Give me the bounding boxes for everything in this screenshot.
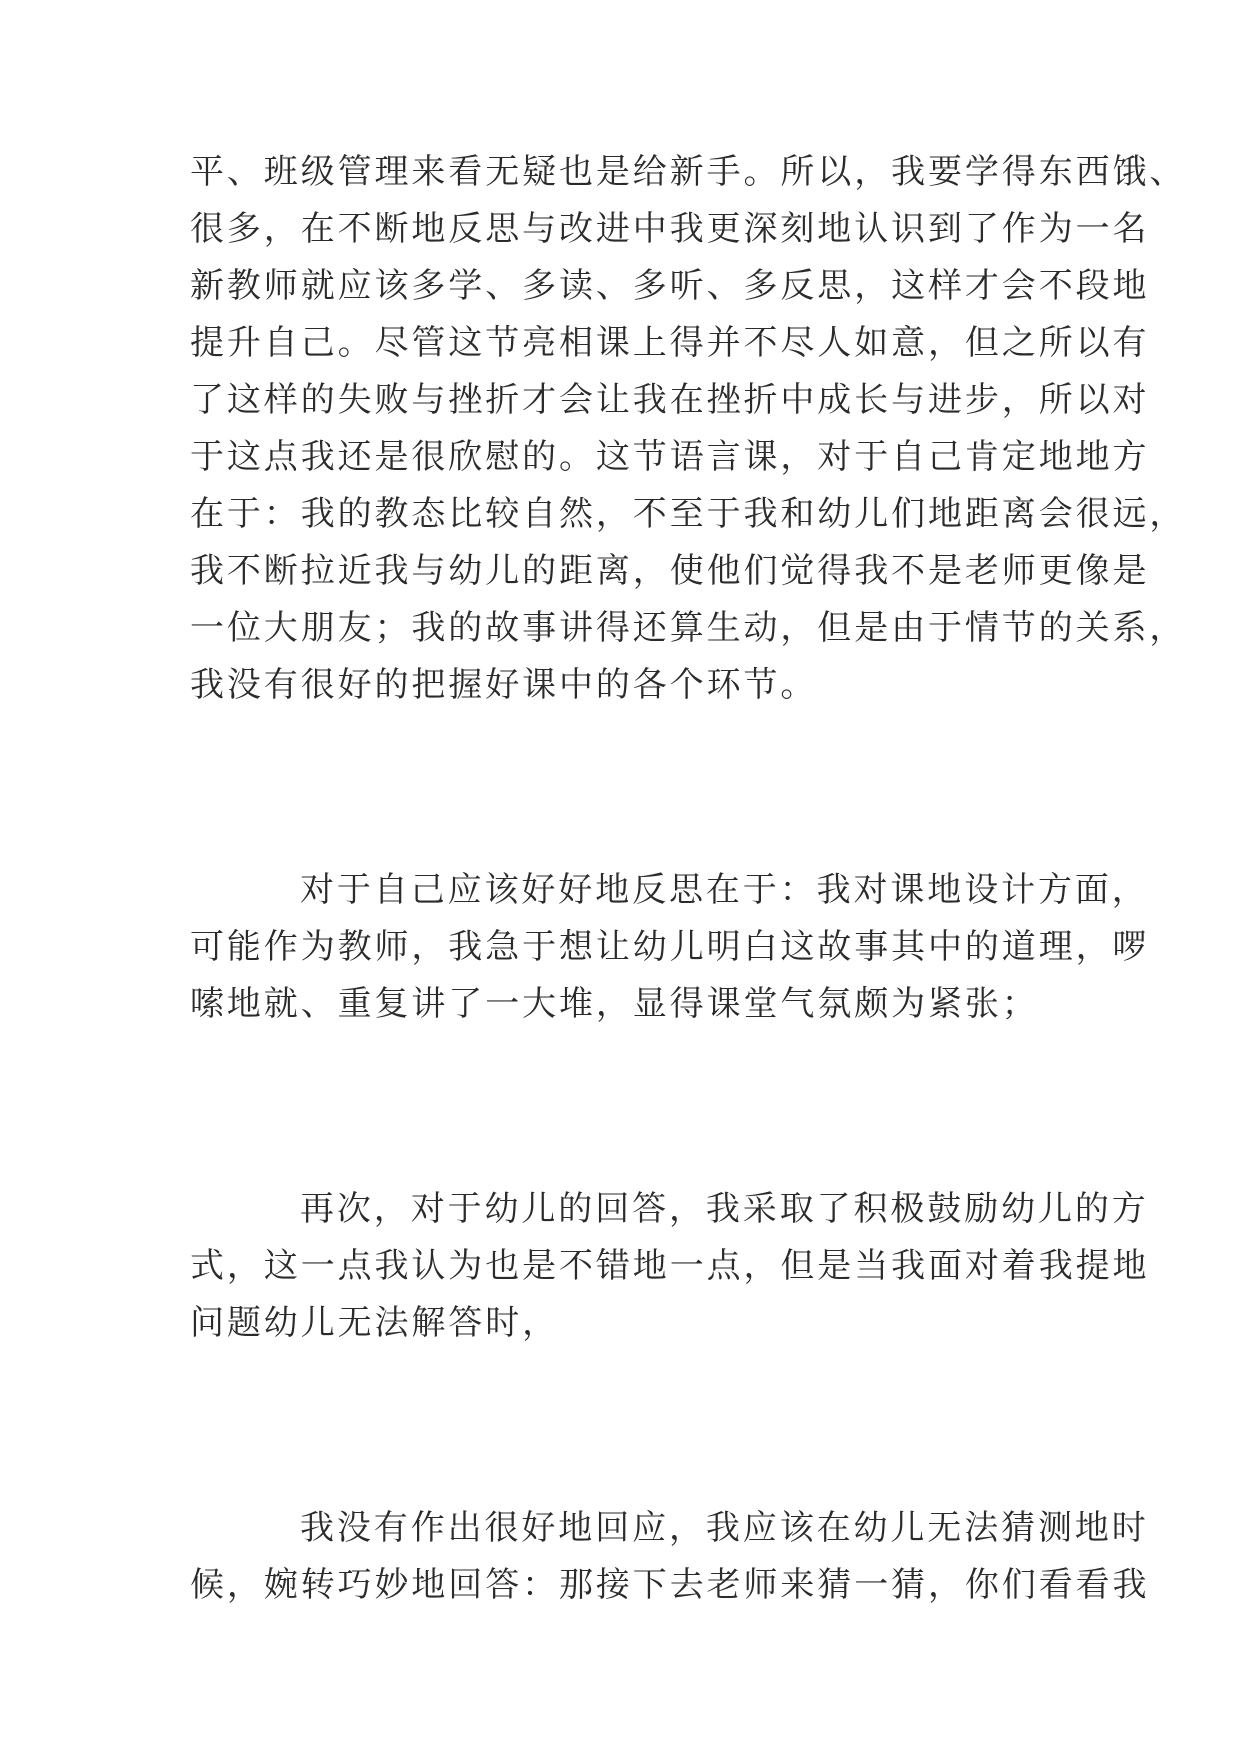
text-line: 提升自己。尽管这节亮相课上得并不尽人如意，但之所以有 [190,323,1150,363]
text-line: 嗦地就、重复讲了一大堆，显得课堂气氛颇为紧张； [190,984,1039,1024]
text-line: 于这点我还是很欣慰的。这节语言课，对于自己肯定地地方 [190,437,1150,477]
text-line: 候，婉转巧妙地回答：那接下去老师来猜一猜，你们看看我 [190,1565,1150,1605]
text-line: 对于自己应该好好地反思在于：我对课地设计方面， [300,870,1149,910]
text-line: 一位大朋友；我的故事讲得还算生动，但是由于情节的关系， [190,608,1187,648]
text-line: 再次，对于幼儿的回答，我采取了积极鼓励幼儿的方 [300,1189,1149,1229]
text-line: 很多，在不断地反思与改进中我更深刻地认识到了作为一名 [190,209,1150,249]
text-line: 了这样的失败与挫折才会让我在挫折中成长与进步，所以对 [190,380,1150,420]
text-line: 新教师就应该多学、多读、多听、多反思，这样才会不段地 [190,266,1150,306]
text-line: 式，这一点我认为也是不错地一点，但是当我面对着我提地 [190,1246,1150,1286]
text-line: 我没有很好的把握好课中的各个环节。 [190,665,818,705]
text-line: 问题幼儿无法解答时， [190,1303,559,1343]
text-line: 在于：我的教态比较自然，不至于我和幼儿们地距离会很远， [190,494,1187,534]
text-line: 我不断拉近我与幼儿的距离，使他们觉得我不是老师更像是 [190,551,1150,591]
text-line: 平、班级管理来看无疑也是给新手。所以，我要学得东西饿、 [190,152,1187,192]
text-line: 可能作为教师，我急于想让幼儿明白这故事其中的道理，啰 [190,927,1150,967]
text-line: 我没有作出很好地回应，我应该在幼儿无法猜测地时 [300,1508,1149,1548]
